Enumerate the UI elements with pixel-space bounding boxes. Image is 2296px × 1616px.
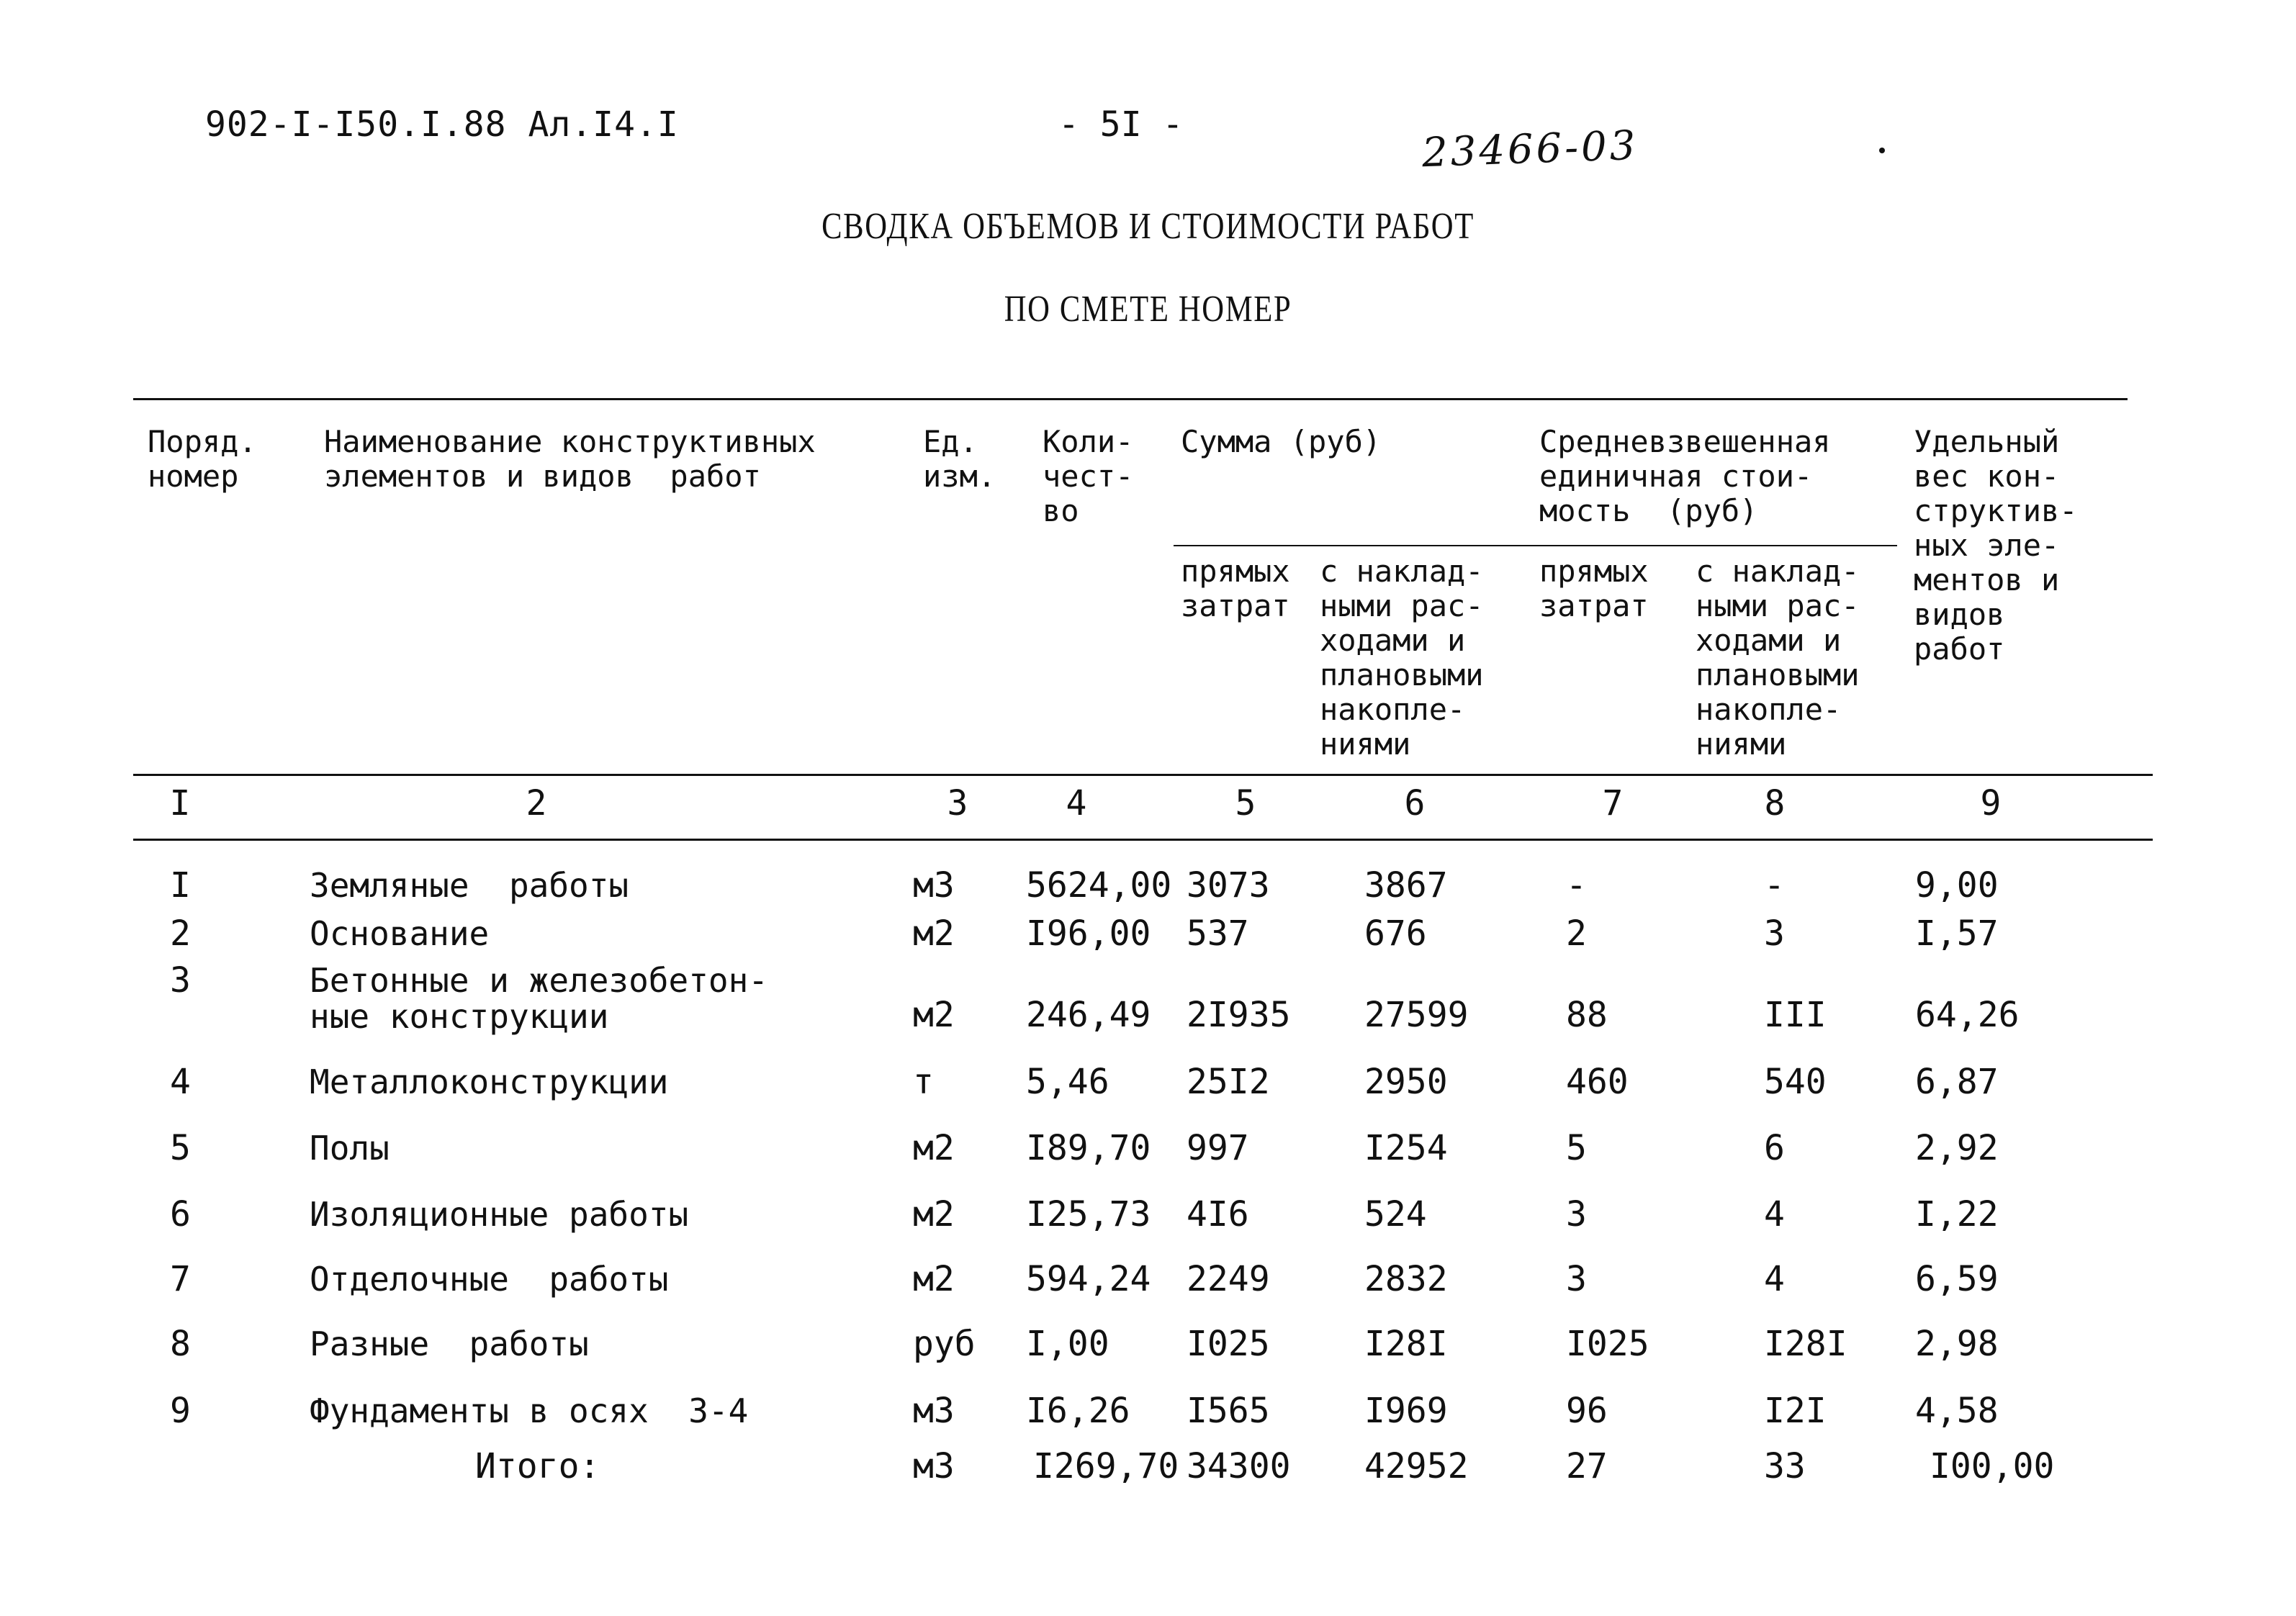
- row-avg-overhead: 4: [1764, 1194, 1785, 1234]
- table-top-rule: [133, 398, 2128, 400]
- total-sum-overhead: 42952: [1364, 1446, 1469, 1486]
- row-sum-direct: 4I6: [1187, 1194, 1249, 1234]
- header-avg-overhead: с наклад- ными рас- ходами и плановыми накопле- ниями: [1696, 554, 1860, 762]
- row-sum-overhead: 676: [1364, 913, 1427, 954]
- page-number: - 5I -: [1058, 104, 1184, 145]
- row-avg-direct: 96: [1566, 1391, 1608, 1431]
- row-weight: 9,00: [1915, 865, 1999, 906]
- row-quantity: 246,49: [1026, 995, 1151, 1035]
- row-number: 9: [170, 1391, 191, 1431]
- total-avg-direct: 27: [1566, 1446, 1608, 1486]
- column-number: 9: [1980, 783, 2002, 823]
- row-quantity: I,00: [1026, 1324, 1109, 1364]
- total-label: Итого:: [475, 1446, 600, 1486]
- row-avg-direct: 2: [1566, 913, 1587, 954]
- document-title: СВОДКА ОБЪЕМОВ И СТОИМОСТИ РАБОТ: [821, 206, 1475, 247]
- row-name: Разные работы: [310, 1324, 589, 1363]
- header-avg-direct: прямых затрат: [1539, 554, 1649, 623]
- row-unit: м3: [913, 865, 955, 906]
- row-quantity: 5624,00: [1026, 865, 1172, 906]
- row-quantity: I6,26: [1026, 1391, 1130, 1431]
- row-sum-direct: I025: [1187, 1324, 1270, 1364]
- row-name: Бетонные и железобетон- ные конструкции: [310, 961, 768, 1036]
- row-weight: 2,98: [1915, 1324, 1999, 1364]
- row-sum-direct: I565: [1187, 1391, 1270, 1431]
- row-unit: м2: [913, 913, 955, 954]
- row-unit: м2: [913, 995, 955, 1035]
- row-avg-direct: I025: [1566, 1324, 1649, 1364]
- row-unit: м3: [913, 1391, 955, 1431]
- row-number: 8: [170, 1324, 191, 1364]
- row-name: Земляные работы: [310, 866, 629, 905]
- row-avg-direct: 88: [1566, 995, 1608, 1035]
- column-number: 8: [1764, 783, 1786, 823]
- row-sum-direct: 3073: [1187, 865, 1270, 906]
- row-name: Полы: [310, 1129, 390, 1168]
- row-avg-overhead: -: [1764, 865, 1785, 906]
- row-quantity: I25,73: [1026, 1194, 1151, 1234]
- header-quantity: Коли- чест- во: [1043, 424, 1134, 528]
- row-sum-direct: 997: [1187, 1128, 1249, 1168]
- row-avg-overhead: 3: [1764, 913, 1785, 954]
- total-quantity: I269,70: [1033, 1446, 1179, 1486]
- document-code: 902-I-I50.I.88 Ал.I4.I: [205, 104, 679, 145]
- row-avg-direct: 5: [1566, 1128, 1587, 1168]
- row-weight: I,57: [1915, 913, 1999, 954]
- column-number: 2: [526, 783, 547, 823]
- row-avg-overhead: 4: [1764, 1259, 1785, 1299]
- row-number: 2: [170, 913, 191, 954]
- ink-dot: [1879, 148, 1885, 153]
- row-quantity: 594,24: [1026, 1259, 1151, 1299]
- row-sum-overhead: I969: [1364, 1391, 1448, 1431]
- row-name: Отделочные работы: [310, 1260, 669, 1299]
- row-quantity: I89,70: [1026, 1128, 1151, 1168]
- row-sum-overhead: 524: [1364, 1194, 1427, 1234]
- row-name: Металлоконструкции: [310, 1062, 669, 1101]
- total-sum-direct: 34300: [1187, 1446, 1291, 1486]
- row-avg-overhead: I2I: [1764, 1391, 1827, 1431]
- row-avg-direct: -: [1566, 865, 1587, 906]
- header-sum-direct: прямых затрат: [1181, 554, 1290, 623]
- row-sum-direct: 2I935: [1187, 995, 1291, 1035]
- column-number: 3: [947, 783, 968, 823]
- row-avg-direct: 460: [1566, 1062, 1629, 1102]
- row-unit: м2: [913, 1128, 955, 1168]
- header-unit: Ед. изм.: [923, 424, 996, 494]
- row-weight: I,22: [1915, 1194, 1999, 1234]
- row-number: 7: [170, 1259, 191, 1299]
- column-number: 4: [1066, 783, 1087, 823]
- row-number: I: [170, 865, 191, 906]
- total-avg-overhead: 33: [1764, 1446, 1806, 1486]
- row-quantity: I96,00: [1026, 913, 1151, 954]
- row-avg-overhead: 540: [1764, 1062, 1827, 1102]
- row-number: 3: [170, 960, 191, 1001]
- row-weight: 6,87: [1915, 1062, 1999, 1102]
- column-numbers-rule: [133, 839, 2153, 841]
- row-weight: 64,26: [1915, 995, 2020, 1035]
- row-quantity: 5,46: [1026, 1062, 1109, 1102]
- document-subtitle: ПО СМЕТЕ НОМЕР: [1004, 289, 1292, 330]
- row-unit: т: [913, 1062, 934, 1102]
- row-sum-overhead: 27599: [1364, 995, 1469, 1035]
- row-name: Основание: [310, 914, 490, 953]
- column-number: 7: [1602, 783, 1624, 823]
- row-weight: 2,92: [1915, 1128, 1999, 1168]
- header-element-name: Наименование конструктивных элементов и видов работ: [324, 424, 816, 494]
- column-number: I: [169, 783, 191, 823]
- header-bottom-rule: [133, 774, 2153, 776]
- header-weight: Удельный вес кон- структив- ных эле- ментов и видов работ: [1914, 424, 2078, 667]
- row-avg-direct: 3: [1566, 1259, 1587, 1299]
- row-unit: м2: [913, 1259, 955, 1299]
- row-unit: руб: [913, 1324, 976, 1364]
- header-avg-group: Средневзвешенная единичная стои- мость (руб): [1539, 424, 1831, 528]
- row-sum-direct: 537: [1187, 913, 1249, 954]
- row-sum-overhead: 3867: [1364, 865, 1448, 906]
- header-sum-group: Сумма (руб): [1181, 424, 1382, 459]
- column-number: 6: [1404, 783, 1426, 823]
- header-sum-overhead: с наклад- ными рас- ходами и плановыми накопле- ниями: [1320, 554, 1484, 762]
- row-avg-overhead: III: [1764, 995, 1827, 1035]
- row-weight: 4,58: [1915, 1391, 1999, 1431]
- row-name: Фундаменты в осях 3-4: [310, 1391, 749, 1430]
- row-avg-direct: 3: [1566, 1194, 1587, 1234]
- row-avg-overhead: I28I: [1764, 1324, 1847, 1364]
- row-avg-overhead: 6: [1764, 1128, 1785, 1168]
- row-number: 6: [170, 1194, 191, 1234]
- row-weight: 6,59: [1915, 1259, 1999, 1299]
- header-row-number: Поряд. номер: [148, 424, 257, 494]
- handwritten-stamp: 23466-03: [1421, 122, 1639, 177]
- row-sum-direct: 2249: [1187, 1259, 1270, 1299]
- column-number: 5: [1235, 783, 1256, 823]
- total-unit: м3: [913, 1446, 955, 1486]
- row-number: 4: [170, 1062, 191, 1102]
- subheader-rule-avg: [1523, 545, 1897, 546]
- row-unit: м2: [913, 1194, 955, 1234]
- row-number: 5: [170, 1128, 191, 1168]
- total-weight: I00,00: [1930, 1446, 2055, 1486]
- row-name: Изоляционные работы: [310, 1195, 689, 1234]
- row-sum-overhead: I254: [1364, 1128, 1448, 1168]
- row-sum-overhead: 2950: [1364, 1062, 1448, 1102]
- row-sum-overhead: 2832: [1364, 1259, 1448, 1299]
- row-sum-overhead: I28I: [1364, 1324, 1448, 1364]
- row-sum-direct: 25I2: [1187, 1062, 1270, 1102]
